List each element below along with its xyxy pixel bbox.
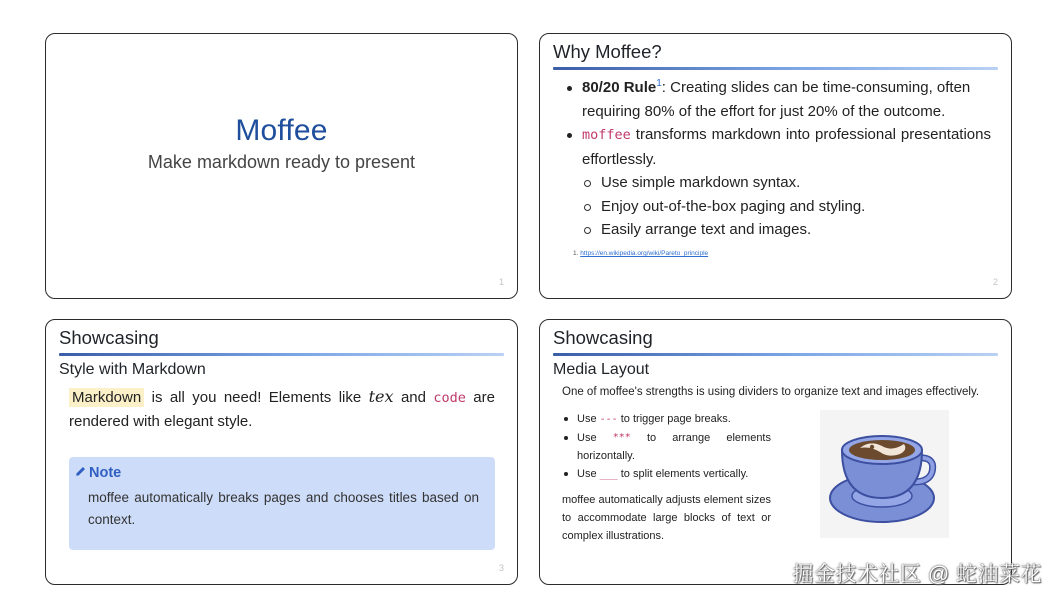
list-item xyxy=(562,465,771,484)
watermark: 掘金技术社区 @ 蛇油菜花 xyxy=(792,563,1042,586)
bullet-text: : Creating slides can be time-consuming, often requiring 80% of the effort for just 20% of the outcome. xyxy=(582,79,971,120)
bullet-list xyxy=(562,410,771,484)
subheading: Style with Markdown xyxy=(59,361,206,378)
sub-list-item: Easily arrange text and images. xyxy=(582,218,991,242)
footnote-reference[interactable]: 1 xyxy=(656,78,662,89)
text-span: Use xyxy=(577,468,600,480)
slide-heading: Showcasing xyxy=(553,327,653,348)
slide-title[interactable] xyxy=(45,33,518,299)
footnote-number: 1. xyxy=(573,250,579,257)
sub-list-item: Enjoy out-of-the-box paging and styling. xyxy=(582,195,991,219)
tex-math: tex xyxy=(368,387,394,406)
list-item xyxy=(567,123,991,171)
text-span: are rendered with elegant style. xyxy=(69,389,495,430)
note-callout xyxy=(69,457,495,550)
paragraph xyxy=(69,385,495,434)
bullet-list xyxy=(567,76,991,171)
inline-code: *** xyxy=(612,432,631,443)
paragraph: moffee automatically adjusts element sizes to accommodate large blocks of text or complex illustrations. xyxy=(562,494,771,542)
slide-why-moffee[interactable] xyxy=(539,33,1012,299)
text-span: to xyxy=(646,432,657,444)
intro-text: One of moffee's strengths is using dividers to organize text and images effectively. xyxy=(562,386,980,398)
inline-code: --- xyxy=(599,414,618,425)
text-span: arrange xyxy=(672,432,711,444)
sub-list-item: Use simple markdown syntax. xyxy=(582,171,991,195)
footnote-link[interactable]: https://en.wikipedia.org/wiki/Pareto_principle xyxy=(580,250,709,257)
list-item xyxy=(567,76,991,123)
text-span: to trigger page breaks. xyxy=(617,413,731,425)
coffee-cup-image xyxy=(820,410,949,538)
sub-bullet-list xyxy=(582,171,991,242)
footnote xyxy=(573,250,708,257)
inline-code: moffee xyxy=(582,127,631,143)
slide-header xyxy=(59,326,504,356)
coffee-cup-icon xyxy=(820,410,949,538)
pencil-icon xyxy=(75,465,86,481)
text-span: elements xyxy=(726,432,771,444)
slide-header xyxy=(553,40,998,70)
text-span: is all you need! Elements like xyxy=(144,389,369,406)
inline-code: code xyxy=(433,390,466,406)
slide-heading: Why Moffee? xyxy=(553,41,662,62)
slide-body xyxy=(567,76,991,242)
text-span: and xyxy=(393,389,434,406)
page-number: 3 xyxy=(498,563,504,573)
presentation-title: Moffee xyxy=(235,114,328,147)
slide-showcasing-style[interactable] xyxy=(45,319,518,585)
highlighted-text: Markdown xyxy=(69,388,144,407)
inline-code: ___ xyxy=(599,469,618,480)
bullet-text: transforms markdown into professional presentations effortlessly. xyxy=(582,126,991,168)
header-divider xyxy=(59,353,504,356)
text-span: Use xyxy=(577,413,600,425)
header-divider xyxy=(553,67,998,70)
presentation-subtitle: Make markdown ready to present xyxy=(147,152,416,172)
text-span: to split elements vertically. xyxy=(617,468,749,480)
list-item xyxy=(562,410,771,429)
header-divider xyxy=(553,353,998,356)
slide-header xyxy=(553,326,998,356)
list-item xyxy=(562,429,771,465)
text-span: horizontally. xyxy=(577,450,635,462)
justified-line xyxy=(577,429,771,447)
slide-showcasing-media[interactable] xyxy=(539,319,1012,585)
text-span: Use xyxy=(577,432,597,444)
note-header xyxy=(75,465,479,481)
slide-heading: Showcasing xyxy=(59,327,159,348)
title-block xyxy=(46,112,517,173)
page-number: 2 xyxy=(992,277,998,287)
subheading: Media Layout xyxy=(553,361,650,378)
left-column xyxy=(562,410,771,545)
bold-term: 80/20 Rule xyxy=(582,79,657,96)
note-label: Note xyxy=(89,465,122,481)
note-text: moffee automatically breaks pages and chooses titles based on context. xyxy=(88,490,479,527)
page-number: 1 xyxy=(498,277,504,287)
